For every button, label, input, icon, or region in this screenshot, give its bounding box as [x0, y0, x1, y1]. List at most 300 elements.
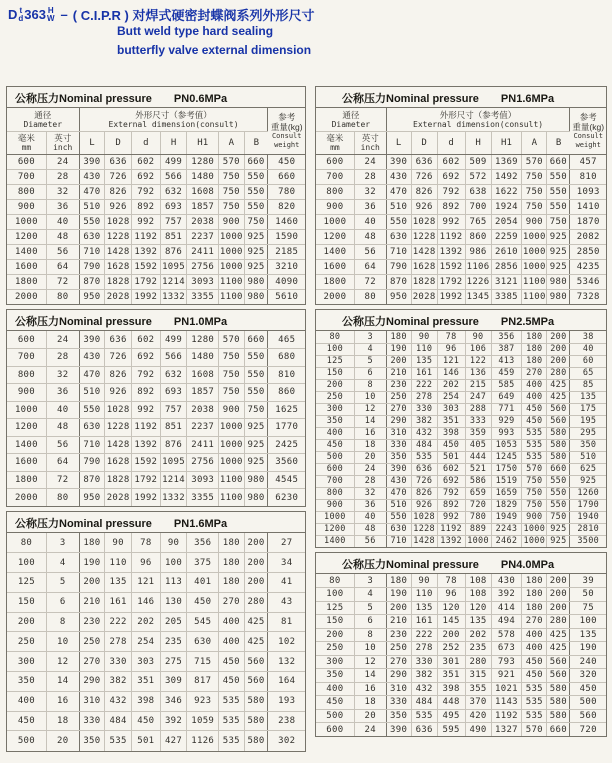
cell: 470	[79, 184, 105, 199]
cell: 80	[316, 331, 354, 343]
right-column	[315, 86, 607, 741]
cell: 450	[522, 655, 547, 669]
cell: 1000	[523, 524, 546, 534]
cell: 500	[316, 709, 354, 723]
cell: 790	[79, 454, 105, 472]
cell: 2237	[187, 419, 219, 437]
cell: 1000	[316, 214, 354, 229]
cell: 1192	[132, 419, 161, 437]
cell: 900	[522, 214, 547, 229]
table-row	[316, 463, 606, 475]
cell: 200	[547, 588, 570, 602]
col-L: L	[386, 131, 411, 154]
cell: 726	[411, 475, 437, 487]
subtitle-line-1: Butt weld type hard sealing	[117, 24, 274, 38]
cell: 4545	[268, 471, 305, 489]
cell: 870	[79, 471, 105, 489]
cell: 1828	[105, 471, 132, 489]
table-row	[316, 451, 606, 463]
cell: 309	[160, 672, 187, 692]
cell: 3	[354, 574, 386, 588]
cell: 980	[547, 289, 570, 304]
cell: 200	[244, 533, 268, 553]
cell: 295	[570, 427, 606, 439]
cell: 330	[386, 439, 411, 451]
cell: 121	[437, 355, 465, 367]
cell: 200	[7, 612, 46, 632]
table-row	[316, 259, 606, 274]
cell: 510	[570, 451, 606, 463]
cell: 280	[547, 367, 570, 379]
cell: 560	[570, 709, 606, 723]
cell: 2425	[268, 436, 305, 454]
cell: 793	[491, 655, 522, 669]
cell: 210	[79, 592, 105, 612]
cell: 310	[386, 682, 411, 696]
cell: 693	[160, 384, 187, 402]
cell: 550	[547, 169, 570, 184]
cell: 550	[547, 184, 570, 199]
cell: 56	[354, 535, 386, 547]
cell: 450	[522, 415, 547, 427]
cell: 382	[411, 415, 437, 427]
cell: 64	[46, 454, 79, 472]
model-suffix: ( C.I.P.R ) 对焊式硬密封蝶阀系列外形尺寸	[72, 8, 315, 23]
cell: 790	[386, 259, 411, 274]
cell: 8	[354, 379, 386, 391]
cell: 2038	[187, 214, 219, 229]
cell: 90	[411, 574, 437, 588]
cell: 350	[570, 439, 606, 451]
table-row	[316, 214, 606, 229]
table-row	[316, 199, 606, 214]
cell: 1992	[132, 489, 161, 507]
cell: 125	[316, 601, 354, 615]
cell: 20	[354, 451, 386, 463]
cell: 1628	[105, 259, 132, 274]
cell: 1392	[437, 535, 465, 547]
cell: 205	[160, 612, 187, 632]
cell: 135	[465, 615, 491, 629]
cell: 230	[386, 379, 411, 391]
cell: 800	[7, 366, 46, 384]
cell: 20	[46, 731, 79, 751]
table-row	[7, 612, 305, 632]
cell: 600	[316, 463, 354, 475]
cell: 470	[79, 366, 105, 384]
cell: 80	[316, 574, 354, 588]
cell: 250	[7, 632, 46, 652]
cell: 900	[7, 384, 46, 402]
cell: 72	[46, 274, 79, 289]
cell: 5	[354, 355, 386, 367]
cell: 1214	[160, 471, 187, 489]
cell: 851	[160, 229, 187, 244]
cell: 150	[316, 367, 354, 379]
table-row	[316, 511, 606, 523]
table-row	[7, 731, 305, 751]
table-row	[316, 331, 606, 343]
cell: 100	[7, 553, 46, 573]
cell: 135	[411, 355, 437, 367]
cell: 400	[7, 691, 46, 711]
cell: 925	[244, 454, 268, 472]
cell: 550	[244, 349, 268, 367]
cell: 247	[465, 391, 491, 403]
cell: 392	[160, 711, 187, 731]
cell: 1400	[316, 535, 354, 547]
cell: 300	[7, 652, 46, 672]
cell: 80	[7, 533, 46, 553]
cell: 630	[386, 523, 411, 535]
cell: 602	[132, 154, 161, 169]
cell: 398	[132, 691, 161, 711]
table-row	[316, 669, 606, 683]
cell: 925	[547, 229, 570, 244]
cell: 350	[386, 451, 411, 463]
cell: 180	[386, 574, 411, 588]
cell: 280	[465, 655, 491, 669]
col-D: D	[105, 131, 132, 154]
cell: 6	[354, 367, 386, 379]
cell: 1059	[187, 711, 219, 731]
cell: 303	[437, 403, 465, 415]
cell: 333	[465, 415, 491, 427]
cell: 900	[219, 214, 245, 229]
cell: 470	[386, 184, 411, 199]
cell: 1100	[219, 274, 245, 289]
cell: 510	[79, 384, 105, 402]
cell: 43	[268, 592, 305, 612]
cell: 925	[244, 259, 268, 274]
cell: 27	[268, 533, 305, 553]
cell: 892	[132, 199, 161, 214]
cell: 310	[386, 427, 411, 439]
cell: 580	[547, 427, 570, 439]
cell: 892	[437, 499, 465, 511]
cell: 535	[522, 709, 547, 723]
cell: 1260	[570, 487, 606, 499]
cell: 18	[354, 439, 386, 451]
cell: 14	[46, 672, 79, 692]
cell: 425	[547, 391, 570, 403]
cell: 450	[7, 711, 46, 731]
cell: 28	[46, 169, 79, 184]
cell: 826	[105, 184, 132, 199]
table-row	[316, 475, 606, 487]
table-row	[7, 436, 305, 454]
cell: 1028	[411, 214, 437, 229]
cell: 1106	[465, 259, 491, 274]
cell: 1000	[219, 244, 245, 259]
cell: 2185	[268, 244, 305, 259]
cell: 387	[491, 343, 522, 355]
cell: 75	[570, 601, 606, 615]
cell: 270	[386, 403, 411, 415]
cell: 700	[316, 169, 354, 184]
cell: 200	[437, 628, 465, 642]
table-row	[316, 535, 606, 547]
cell: 980	[547, 274, 570, 289]
column-header	[7, 108, 305, 154]
cell: 580	[244, 711, 268, 731]
table-row	[7, 274, 305, 289]
cell: 632	[160, 184, 187, 199]
cell: 757	[160, 214, 187, 229]
cell: 459	[491, 367, 522, 379]
cell: 56	[354, 244, 386, 259]
cell: 800	[7, 184, 46, 199]
table-title	[7, 87, 305, 108]
cell: 96	[437, 588, 465, 602]
cell: 980	[244, 471, 268, 489]
cell: 78	[132, 533, 161, 553]
cell: 64	[354, 259, 386, 274]
cell: 810	[268, 366, 305, 384]
cell: 1000	[219, 419, 245, 437]
cell: 535	[219, 711, 245, 731]
cell: 636	[105, 154, 132, 169]
cell: 16	[46, 691, 79, 711]
cell: 826	[105, 366, 132, 384]
cell: 625	[570, 463, 606, 475]
cell: 330	[105, 652, 132, 672]
table-title	[316, 310, 606, 331]
left-column	[6, 86, 306, 756]
cell: 550	[547, 487, 570, 499]
cell: 926	[411, 499, 437, 511]
cell: 501	[437, 451, 465, 463]
cell: 135	[570, 391, 606, 403]
cell: 56	[46, 436, 79, 454]
cell: 750	[547, 214, 570, 229]
cell: 1200	[7, 229, 46, 244]
cell: 926	[411, 199, 437, 214]
cell: 2810	[570, 523, 606, 535]
cell: 860	[465, 229, 491, 244]
cell: 921	[491, 669, 522, 683]
cell: 636	[411, 463, 437, 475]
cell: 2610	[491, 244, 522, 259]
cell: 175	[570, 403, 606, 415]
subtitle-line-2: butterfly valve external dimension	[117, 43, 312, 57]
cell: 992	[132, 401, 161, 419]
cell: 1622	[491, 184, 522, 199]
cell: 180	[522, 355, 547, 367]
cell: 1192	[437, 229, 465, 244]
cell: 351	[437, 415, 465, 427]
cell: 351	[437, 669, 465, 683]
table-row	[7, 366, 305, 384]
cell: 235	[465, 642, 491, 656]
cell: 290	[386, 669, 411, 683]
cell: 1992	[437, 289, 465, 304]
cell: 500	[7, 731, 46, 751]
cell: 81	[268, 612, 305, 632]
cell: 72	[354, 274, 386, 289]
cell: 400	[316, 682, 354, 696]
cell: 32	[46, 366, 79, 384]
cell: 595	[437, 723, 465, 737]
cell: 10	[46, 632, 79, 652]
cell: 5	[46, 573, 79, 593]
cell: 100	[316, 343, 354, 355]
cell: 146	[437, 367, 465, 379]
cell: 130	[160, 592, 187, 612]
cell: 320	[570, 669, 606, 683]
cell: 161	[411, 367, 437, 379]
cell: 390	[386, 463, 411, 475]
table-body	[316, 154, 606, 304]
cell: 535	[522, 427, 547, 439]
cell: 750	[522, 184, 547, 199]
cell: 32	[354, 184, 386, 199]
cell: 120	[465, 601, 491, 615]
cell: 2411	[187, 436, 219, 454]
cell: 34	[268, 553, 305, 573]
cell: 193	[268, 691, 305, 711]
cell: 1800	[316, 274, 354, 289]
cell: 250	[79, 632, 105, 652]
cell: 1750	[491, 463, 522, 475]
cell: 425	[244, 632, 268, 652]
table-row	[7, 632, 305, 652]
cell: 570	[219, 331, 245, 349]
table-row	[316, 427, 606, 439]
cell: 1924	[491, 199, 522, 214]
cell: 90	[465, 331, 491, 343]
cell: 18	[46, 711, 79, 731]
cell: 28	[354, 169, 386, 184]
cell: 10	[354, 391, 386, 403]
cell: 359	[465, 427, 491, 439]
cell: 660	[547, 723, 570, 737]
cell: 32	[354, 487, 386, 499]
pressure-label: 公称压力Nominal pressure	[342, 93, 479, 105]
cell: 673	[491, 642, 522, 656]
cell: 90	[105, 533, 132, 553]
cell: 550	[547, 199, 570, 214]
cell: 580	[244, 731, 268, 751]
cell: 630	[386, 229, 411, 244]
cell: 1480	[187, 349, 219, 367]
cell: 726	[105, 349, 132, 367]
cell: 1100	[522, 274, 547, 289]
cell: 1460	[268, 214, 305, 229]
cell: 889	[465, 523, 491, 535]
cell: 390	[386, 154, 411, 169]
cell: 710	[386, 244, 411, 259]
model-dash: –	[60, 7, 68, 22]
table-row	[316, 723, 606, 737]
cell: 3121	[491, 274, 522, 289]
table-row	[7, 592, 305, 612]
model-number: 363	[24, 7, 46, 22]
cell: 570	[522, 723, 547, 737]
cell: 400	[522, 391, 547, 403]
cell: 24	[354, 723, 386, 737]
table-row	[7, 184, 305, 199]
cell: 3093	[187, 274, 219, 289]
cell: 457	[570, 154, 606, 169]
cell: 12	[354, 403, 386, 415]
cell: 398	[437, 682, 465, 696]
table-row	[7, 289, 305, 304]
cell: 1000	[522, 259, 547, 274]
cell: 413	[491, 355, 522, 367]
cell: 430	[386, 475, 411, 487]
cell: 2038	[187, 401, 219, 419]
cell: 630	[79, 419, 105, 437]
cell: 310	[79, 691, 105, 711]
cell: 36	[46, 384, 79, 402]
cell: 400	[522, 379, 547, 391]
cell: 580	[244, 691, 268, 711]
cell: 992	[132, 214, 161, 229]
cell: 2000	[7, 489, 46, 507]
cell: 2054	[491, 214, 522, 229]
cell: 925	[547, 244, 570, 259]
cell: 720	[465, 499, 491, 511]
cell: 1592	[132, 259, 161, 274]
cell: 390	[79, 154, 105, 169]
cell: 36	[354, 499, 386, 511]
cell: 750	[219, 184, 245, 199]
cell: 432	[411, 682, 437, 696]
cell: 202	[437, 379, 465, 391]
cell: 1400	[316, 244, 354, 259]
cell: 929	[491, 415, 522, 427]
cell: 288	[465, 403, 491, 415]
cell: 750	[522, 499, 547, 511]
cell: 876	[160, 244, 187, 259]
cell: 5346	[570, 274, 606, 289]
cell: 2000	[316, 289, 354, 304]
table-row	[316, 499, 606, 511]
table-row	[316, 379, 606, 391]
cell: 600	[316, 723, 354, 737]
cell: 1143	[491, 696, 522, 710]
cell: 4	[354, 588, 386, 602]
table-row	[316, 289, 606, 304]
cell: 135	[411, 601, 437, 615]
cell: 254	[437, 391, 465, 403]
cell: 700	[316, 475, 354, 487]
pressure-value: PN1.6MPa	[500, 93, 555, 105]
cell: 4	[46, 553, 79, 573]
cell: 202	[465, 628, 491, 642]
cell: 900	[7, 199, 46, 214]
cell: 560	[244, 672, 268, 692]
cell: 56	[46, 244, 79, 259]
cell: 660	[268, 169, 305, 184]
table-row	[316, 615, 606, 629]
cell: 278	[411, 642, 437, 656]
table-title	[316, 87, 606, 108]
cell: 1021	[491, 682, 522, 696]
table-body	[7, 533, 305, 751]
cell: 250	[316, 391, 354, 403]
cell: 2856	[491, 259, 522, 274]
cell: 494	[491, 615, 522, 629]
cell: 757	[160, 401, 187, 419]
cell: 925	[570, 475, 606, 487]
cell: 630	[79, 229, 105, 244]
cell: 771	[491, 403, 522, 415]
cell: 425	[244, 612, 268, 632]
table-row	[7, 154, 305, 169]
cell: 150	[7, 592, 46, 612]
